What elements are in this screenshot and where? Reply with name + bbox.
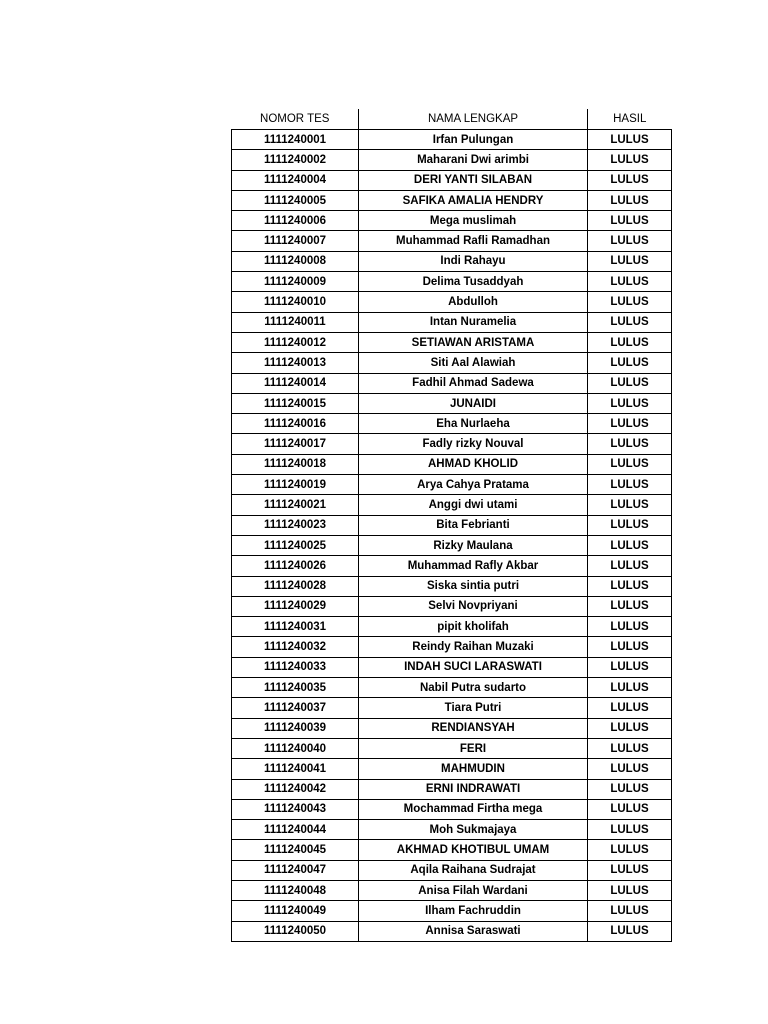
cell-nomor-tes: 1111240037	[232, 698, 359, 718]
table-row	[232, 820, 672, 840]
cell-nama-lengkap: Siska sintia putri	[359, 576, 588, 596]
cell-nama-lengkap: pipit kholifah	[359, 617, 588, 637]
table-row	[232, 434, 672, 454]
table-row	[232, 515, 672, 535]
table-row	[232, 596, 672, 616]
cell-nomor-tes: 1111240014	[232, 373, 359, 393]
cell-nama-lengkap: FERI	[359, 738, 588, 758]
cell-nomor-tes: 1111240012	[232, 332, 359, 352]
cell-nama-lengkap: Fadhil Ahmad Sadewa	[359, 373, 588, 393]
cell-nama-lengkap: DERI YANTI SILABAN	[359, 170, 588, 190]
table-row	[232, 130, 672, 150]
cell-hasil: LULUS	[588, 353, 672, 373]
cell-hasil: LULUS	[588, 312, 672, 332]
column-header-nomor-tes: NOMOR TES	[232, 109, 359, 130]
table-row	[232, 759, 672, 779]
cell-nama-lengkap: Anggi dwi utami	[359, 495, 588, 515]
cell-nama-lengkap: Indi Rahayu	[359, 251, 588, 271]
cell-hasil: LULUS	[588, 860, 672, 880]
cell-nama-lengkap: Maharani Dwi arimbi	[359, 150, 588, 170]
table-row	[232, 454, 672, 474]
results-sheet	[231, 109, 671, 942]
cell-nomor-tes: 1111240016	[232, 414, 359, 434]
cell-nama-lengkap: Abdulloh	[359, 292, 588, 312]
cell-hasil: LULUS	[588, 495, 672, 515]
cell-nomor-tes: 1111240032	[232, 637, 359, 657]
cell-hasil: LULUS	[588, 515, 672, 535]
table-row	[232, 211, 672, 231]
table-row	[232, 901, 672, 921]
cell-hasil: LULUS	[588, 901, 672, 921]
table-row	[232, 657, 672, 677]
cell-nomor-tes: 1111240033	[232, 657, 359, 677]
table-row	[232, 535, 672, 555]
cell-nama-lengkap: Selvi Novpriyani	[359, 596, 588, 616]
table-body	[232, 130, 672, 942]
cell-hasil: LULUS	[588, 373, 672, 393]
cell-nomor-tes: 1111240040	[232, 738, 359, 758]
cell-hasil: LULUS	[588, 698, 672, 718]
cell-nomor-tes: 1111240021	[232, 495, 359, 515]
cell-hasil: LULUS	[588, 840, 672, 860]
cell-nama-lengkap: Mega muslimah	[359, 211, 588, 231]
table-row	[232, 576, 672, 596]
cell-nama-lengkap: AKHMAD KHOTIBUL UMAM	[359, 840, 588, 860]
cell-hasil: LULUS	[588, 332, 672, 352]
cell-nama-lengkap: Bita Febrianti	[359, 515, 588, 535]
cell-hasil: LULUS	[588, 292, 672, 312]
cell-nama-lengkap: Moh Sukmajaya	[359, 820, 588, 840]
cell-hasil: LULUS	[588, 637, 672, 657]
cell-hasil: LULUS	[588, 678, 672, 698]
cell-nomor-tes: 1111240017	[232, 434, 359, 454]
cell-hasil: LULUS	[588, 576, 672, 596]
table-row	[232, 617, 672, 637]
cell-nomor-tes: 1111240009	[232, 272, 359, 292]
cell-hasil: LULUS	[588, 820, 672, 840]
cell-nomor-tes: 1111240007	[232, 231, 359, 251]
cell-nomor-tes: 1111240023	[232, 515, 359, 535]
cell-hasil: LULUS	[588, 759, 672, 779]
cell-hasil: LULUS	[588, 251, 672, 271]
cell-nama-lengkap: Nabil Putra sudarto	[359, 678, 588, 698]
table-row	[232, 373, 672, 393]
table-row	[232, 921, 672, 941]
table-row	[232, 190, 672, 210]
cell-nomor-tes: 1111240008	[232, 251, 359, 271]
cell-nomor-tes: 1111240006	[232, 211, 359, 231]
cell-hasil: LULUS	[588, 414, 672, 434]
cell-nomor-tes: 1111240013	[232, 353, 359, 373]
cell-hasil: LULUS	[588, 799, 672, 819]
cell-nama-lengkap: SETIAWAN ARISTAMA	[359, 332, 588, 352]
table-row	[232, 678, 672, 698]
cell-hasil: LULUS	[588, 617, 672, 637]
table-row	[232, 698, 672, 718]
cell-nomor-tes: 1111240001	[232, 130, 359, 150]
table-row	[232, 840, 672, 860]
table-header	[232, 109, 672, 130]
cell-hasil: LULUS	[588, 272, 672, 292]
cell-nama-lengkap: Intan Nuramelia	[359, 312, 588, 332]
table-row	[232, 272, 672, 292]
cell-nomor-tes: 1111240010	[232, 292, 359, 312]
table-row	[232, 556, 672, 576]
table-row	[232, 718, 672, 738]
cell-hasil: LULUS	[588, 718, 672, 738]
cell-nomor-tes: 1111240031	[232, 617, 359, 637]
table-row	[232, 495, 672, 515]
results-table	[231, 109, 672, 942]
table-row	[232, 251, 672, 271]
cell-hasil: LULUS	[588, 779, 672, 799]
cell-hasil: LULUS	[588, 190, 672, 210]
cell-nomor-tes: 1111240039	[232, 718, 359, 738]
cell-hasil: LULUS	[588, 130, 672, 150]
cell-nama-lengkap: Reindy Raihan Muzaki	[359, 637, 588, 657]
column-header-nama-lengkap: NAMA LENGKAP	[359, 109, 588, 130]
cell-nama-lengkap: Aqila Raihana Sudrajat	[359, 860, 588, 880]
cell-hasil: LULUS	[588, 211, 672, 231]
cell-hasil: LULUS	[588, 657, 672, 677]
cell-nomor-tes: 1111240026	[232, 556, 359, 576]
cell-nama-lengkap: JUNAIDI	[359, 393, 588, 413]
cell-nomor-tes: 1111240042	[232, 779, 359, 799]
cell-nama-lengkap: AHMAD KHOLID	[359, 454, 588, 474]
cell-nama-lengkap: MAHMUDIN	[359, 759, 588, 779]
cell-hasil: LULUS	[588, 596, 672, 616]
cell-nama-lengkap: Annisa Saraswati	[359, 921, 588, 941]
cell-nama-lengkap: Anisa Filah Wardani	[359, 880, 588, 900]
cell-nama-lengkap: SAFIKA AMALIA HENDRY	[359, 190, 588, 210]
cell-hasil: LULUS	[588, 231, 672, 251]
cell-nomor-tes: 1111240028	[232, 576, 359, 596]
cell-nomor-tes: 1111240002	[232, 150, 359, 170]
cell-nama-lengkap: Fadly rizky Nouval	[359, 434, 588, 454]
table-row	[232, 150, 672, 170]
table-row	[232, 738, 672, 758]
cell-nama-lengkap: Irfan Pulungan	[359, 130, 588, 150]
cell-nama-lengkap: Muhammad Rafli Ramadhan	[359, 231, 588, 251]
cell-nomor-tes: 1111240005	[232, 190, 359, 210]
table-row	[232, 799, 672, 819]
cell-nomor-tes: 1111240049	[232, 901, 359, 921]
table-row	[232, 779, 672, 799]
table-row	[232, 231, 672, 251]
cell-hasil: LULUS	[588, 393, 672, 413]
cell-hasil: LULUS	[588, 921, 672, 941]
cell-nama-lengkap: Muhammad Rafly Akbar	[359, 556, 588, 576]
cell-hasil: LULUS	[588, 556, 672, 576]
cell-nomor-tes: 1111240011	[232, 312, 359, 332]
table-row	[232, 170, 672, 190]
cell-nama-lengkap: Mochammad Firtha mega	[359, 799, 588, 819]
cell-nomor-tes: 1111240044	[232, 820, 359, 840]
cell-nomor-tes: 1111240035	[232, 678, 359, 698]
cell-nomor-tes: 1111240047	[232, 860, 359, 880]
table-row	[232, 292, 672, 312]
cell-nomor-tes: 1111240018	[232, 454, 359, 474]
cell-hasil: LULUS	[588, 434, 672, 454]
cell-nama-lengkap: Delima Tusaddyah	[359, 272, 588, 292]
cell-nomor-tes: 1111240019	[232, 475, 359, 495]
table-row	[232, 312, 672, 332]
cell-nomor-tes: 1111240015	[232, 393, 359, 413]
cell-nomor-tes: 1111240004	[232, 170, 359, 190]
cell-nama-lengkap: Arya Cahya Pratama	[359, 475, 588, 495]
cell-nama-lengkap: Eha Nurlaeha	[359, 414, 588, 434]
table-row	[232, 353, 672, 373]
cell-hasil: LULUS	[588, 738, 672, 758]
cell-nomor-tes: 1111240029	[232, 596, 359, 616]
table-row	[232, 475, 672, 495]
header-row	[232, 109, 672, 130]
cell-nama-lengkap: Rizky Maulana	[359, 535, 588, 555]
column-header-hasil: HASIL	[588, 109, 672, 130]
cell-nama-lengkap: ERNI INDRAWATI	[359, 779, 588, 799]
cell-nama-lengkap: Tiara Putri	[359, 698, 588, 718]
table-row	[232, 393, 672, 413]
cell-nomor-tes: 1111240045	[232, 840, 359, 860]
cell-nomor-tes: 1111240050	[232, 921, 359, 941]
cell-nomor-tes: 1111240041	[232, 759, 359, 779]
cell-nama-lengkap: RENDIANSYAH	[359, 718, 588, 738]
cell-hasil: LULUS	[588, 475, 672, 495]
cell-hasil: LULUS	[588, 454, 672, 474]
cell-hasil: LULUS	[588, 150, 672, 170]
table-row	[232, 637, 672, 657]
table-row	[232, 880, 672, 900]
cell-nomor-tes: 1111240025	[232, 535, 359, 555]
cell-nomor-tes: 1111240048	[232, 880, 359, 900]
cell-nama-lengkap: Siti Aal Alawiah	[359, 353, 588, 373]
table-row	[232, 414, 672, 434]
cell-hasil: LULUS	[588, 170, 672, 190]
cell-nomor-tes: 1111240043	[232, 799, 359, 819]
table-row	[232, 860, 672, 880]
cell-hasil: LULUS	[588, 880, 672, 900]
cell-nama-lengkap: Ilham Fachruddin	[359, 901, 588, 921]
cell-nama-lengkap: INDAH SUCI LARASWATI	[359, 657, 588, 677]
cell-hasil: LULUS	[588, 535, 672, 555]
table-row	[232, 332, 672, 352]
